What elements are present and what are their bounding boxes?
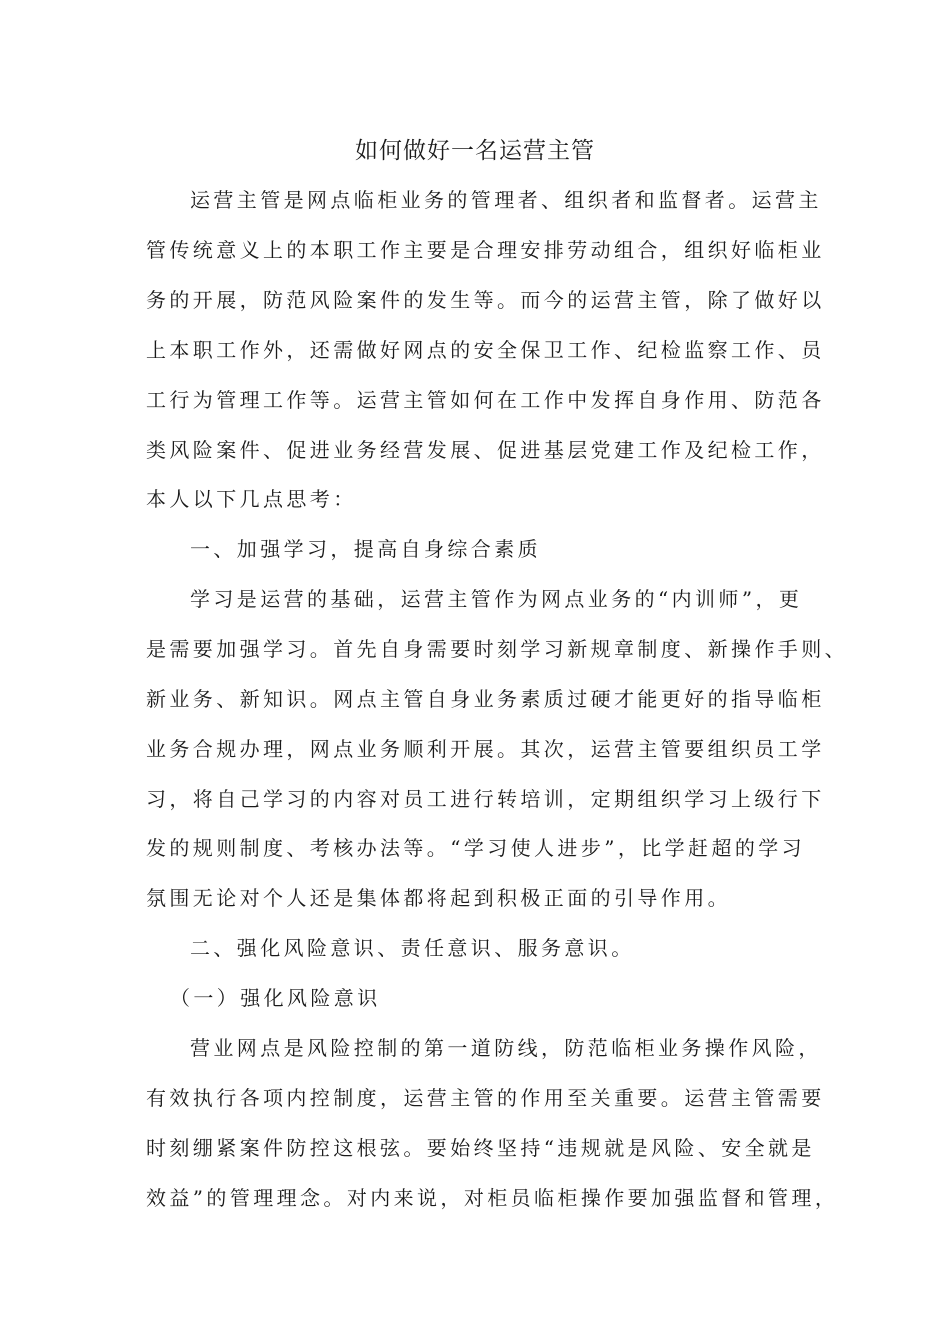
paragraph-1-line-4: 上本职工作外，还需做好网点的安全保卫工作、纪检监察工作、员 (146, 338, 825, 362)
paragraph-1-line-2: 管传统意义上的本职工作主要是合理安排劳动组合，组织好临柜业 (146, 238, 825, 262)
paragraph-2-line-1: 学习是运营的基础，运营主管作为网点业务的“内训师”，更 (190, 587, 803, 611)
paragraph-2-line-3: 新业务、新知识。网点主管自身业务素质过硬才能更好的指导临柜 (146, 687, 825, 711)
paragraph-1-line-1: 运营主管是网点临柜业务的管理者、组织者和监督者。运营主 (190, 188, 822, 212)
paragraph-2-line-6: 发的规则制度、考核办法等。“学习使人进步”，比学赶超的学习 (146, 836, 806, 860)
section-heading-2: 二、强化风险意识、责任意识、服务意识。 (190, 936, 635, 960)
document-title: 如何做好一名运营主管 (355, 138, 595, 164)
paragraph-2-line-2: 是需要加强学习。首先自身需要时刻学习新规章制度、新操作手则、 (146, 637, 848, 661)
paragraph-2-line-5: 习，将自己学习的内容对员工进行转培训，定期组织学习上级行下 (146, 787, 825, 811)
paragraph-1-line-6: 类风险案件、促进业务经营发展、促进基层党建工作及纪检工作， (146, 438, 825, 462)
paragraph-3-line-4: 效益”的管理理念。对内来说，对柜员临柜操作要加强监督和管理， (146, 1186, 839, 1210)
paragraph-1-line-3: 务的开展，防范风险案件的发生等。而今的运营主管，除了做好以 (146, 288, 825, 312)
section-heading-1: 一、加强学习，提高自身综合素质 (190, 537, 541, 561)
paragraph-1-line-7: 本人以下几点思考： (146, 487, 357, 511)
subsection-heading-1: （一）强化风险意识 (170, 986, 381, 1010)
paragraph-2-line-7: 氛围无论对个人还是集体都将起到积极正面的引导作用。 (146, 886, 731, 910)
paragraph-1-line-5: 工行为管理工作等。运营主管如何在工作中发挥自身作用、防范各 (146, 388, 825, 412)
paragraph-2-line-4: 业务合规办理，网点业务顺利开展。其次，运营主管要组织员工学 (146, 737, 825, 761)
paragraph-3-line-1: 营业网点是风险控制的第一道防线，防范临柜业务操作风险， (190, 1036, 822, 1060)
paragraph-3-line-3: 时刻绷紧案件防控这根弦。要始终坚持“违规就是风险、安全就是 (146, 1136, 815, 1160)
paragraph-3-line-2: 有效执行各项内控制度，运营主管的作用至关重要。运营主管需要 (146, 1086, 825, 1110)
